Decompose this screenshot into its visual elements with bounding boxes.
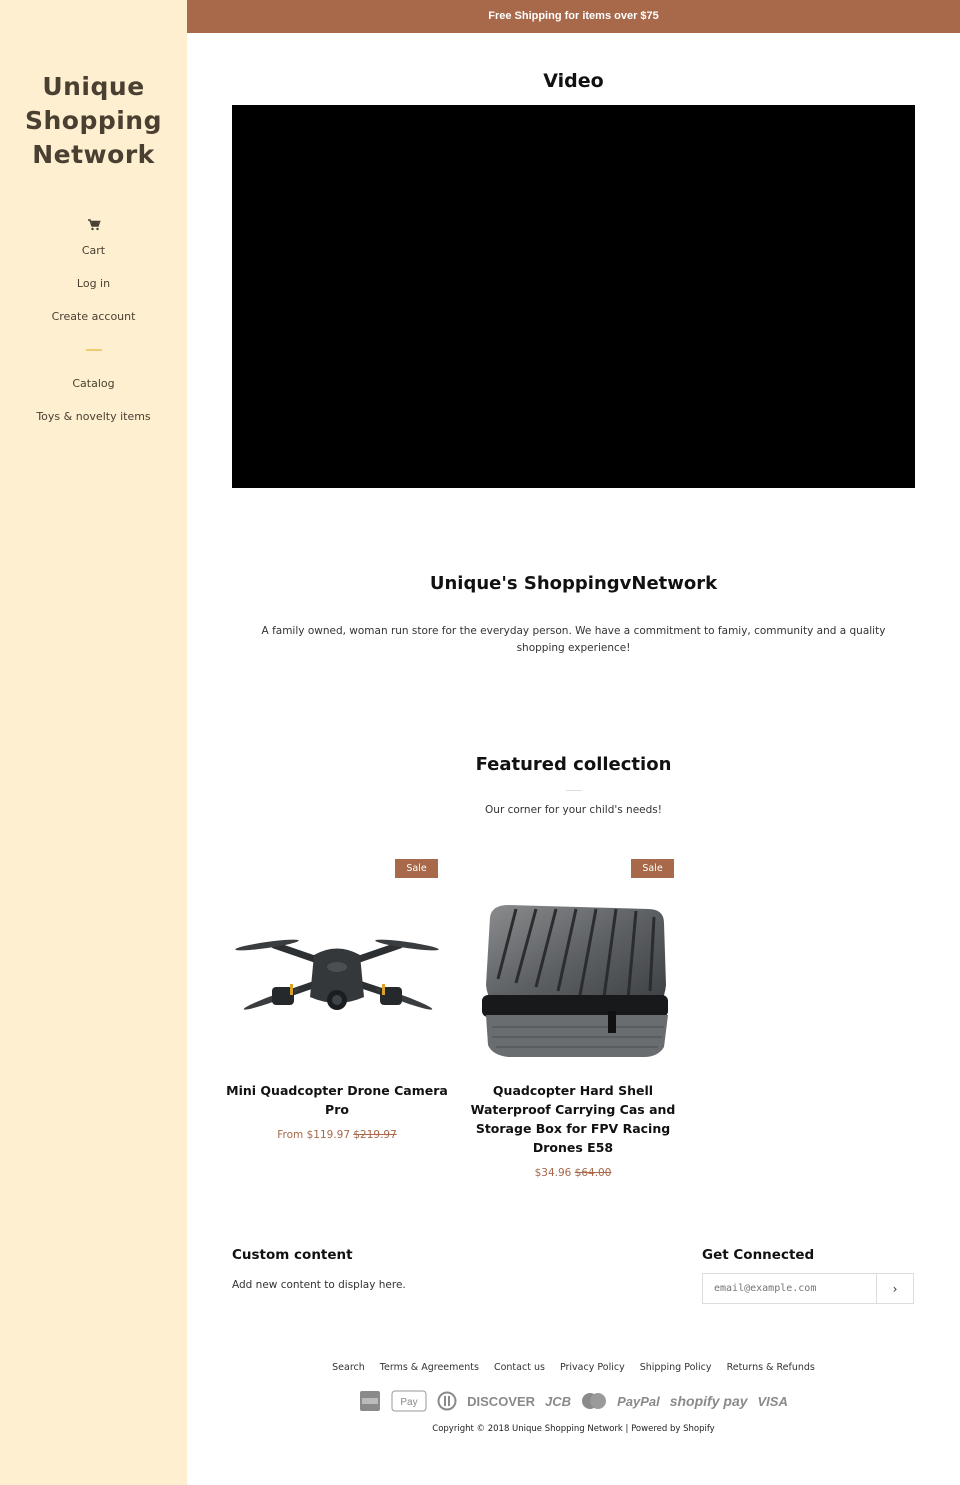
jcb-icon: JCB [545, 1393, 572, 1409]
featured-collection-title: Featured collection [475, 754, 672, 775]
featured-collection-subtitle: Our corner for your child's needs! [485, 804, 662, 816]
diners-club-icon [437, 1391, 457, 1411]
discover-icon: DISCOVER [467, 1393, 536, 1409]
visa-icon: VISA [757, 1393, 788, 1409]
sidebar-divider [86, 349, 102, 351]
custom-content-title: Custom content [232, 1247, 353, 1263]
sidebar [0, 0, 187, 1485]
product-price [468, 1167, 678, 1179]
about-text: A family owned, woman run store for the everyday person. We have a commitment to famiy, community and a quality shopping experience! [261, 625, 886, 654]
apple-pay-icon [391, 1390, 427, 1412]
sidebar-item-cart[interactable]: Cart [81, 244, 106, 257]
product-price [232, 1129, 442, 1141]
original-price: $219.97 [353, 1129, 397, 1141]
site-logo[interactable] [0, 70, 187, 172]
announcement-bar: Free Shipping for items over $75 [187, 0, 960, 33]
newsletter-email-input[interactable] [703, 1274, 876, 1303]
newsletter-form [702, 1273, 914, 1304]
carrying-case-product-image[interactable] [468, 887, 678, 1067]
sidebar-item-create-account[interactable]: Create account [51, 310, 136, 323]
original-price: $64.00 [574, 1167, 612, 1179]
sidebar-item-login[interactable]: Log in [76, 277, 111, 290]
copyright: Copyright © 2018 Unique Shopping Network | Powered by Shopify [432, 1424, 715, 1434]
sale-badge: Sale [631, 859, 674, 878]
video-player[interactable] [232, 105, 915, 488]
sale-price: $119.97 [306, 1129, 350, 1141]
footer-link-terms[interactable]: Terms & Agreements [379, 1362, 479, 1373]
sale-price: $34.96 [534, 1167, 572, 1179]
product-title[interactable]: Quadcopter Hard Shell Waterproof Carrying Cas and Storage Box for FPV Racing Drones E58 [470, 1083, 676, 1155]
featured-divider [566, 790, 582, 791]
svg-text:Pay: Pay [400, 1397, 418, 1408]
video-section-title: Video [543, 70, 604, 92]
mastercard-icon [581, 1392, 607, 1410]
footer-link-shipping[interactable]: Shipping Policy [639, 1362, 712, 1373]
footer-links [187, 1362, 960, 1373]
sidebar-nav [0, 218, 187, 423]
site-name-line2[interactable]: Shopping [24, 106, 163, 135]
product-title[interactable]: Mini Quadcopter Drone Camera Pro [226, 1083, 448, 1117]
newsletter-title: Get Connected [702, 1247, 815, 1263]
footer-link-privacy[interactable]: Privacy Policy [559, 1362, 625, 1373]
site-name-line3[interactable]: Network [32, 140, 155, 169]
footer-link-contact[interactable]: Contact us [493, 1362, 545, 1373]
payment-icons [187, 1390, 960, 1412]
cart-icon[interactable] [87, 218, 101, 232]
custom-content-text: Add new content to display here. [232, 1279, 406, 1291]
sidebar-item-catalog[interactable]: Catalog [72, 377, 115, 390]
chevron-right-icon: › [892, 1281, 898, 1296]
paypal-icon: PayPal [617, 1393, 660, 1409]
shopify-pay-icon: shopify pay [669, 1393, 748, 1409]
sale-badge: Sale [395, 859, 438, 878]
about-title: Unique's ShoppingvNetwork [429, 573, 718, 594]
amex-icon [359, 1390, 381, 1412]
footer-link-search[interactable]: Search [332, 1362, 365, 1373]
sidebar-item-toys[interactable]: Toys & novelty items [36, 410, 151, 423]
site-name-line1[interactable]: Unique [42, 72, 145, 101]
footer-link-returns[interactable]: Returns & Refunds [726, 1362, 815, 1373]
price-prefix: From [277, 1129, 304, 1141]
newsletter-submit-button[interactable] [876, 1274, 913, 1303]
drone-product-image[interactable] [232, 887, 442, 1067]
